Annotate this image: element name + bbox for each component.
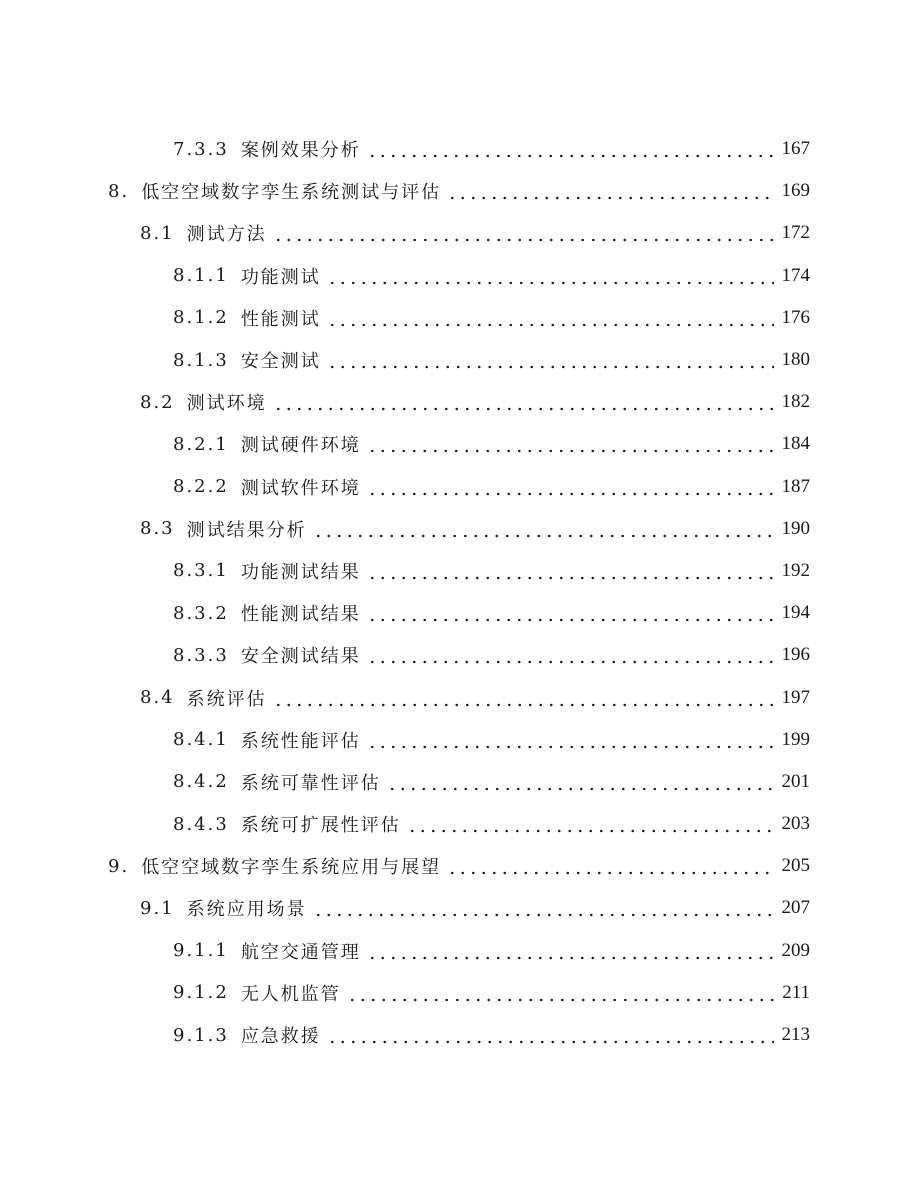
- toc-entry-page-number: 199: [781, 728, 810, 750]
- toc-dot-leader: [367, 941, 774, 961]
- toc-entry-page-number: 180: [781, 349, 810, 371]
- toc-entry-title: 系统可靠性评估: [240, 772, 381, 794]
- toc-entry-number: 8.2.2: [173, 476, 229, 498]
- toc-entry-page-number: 176: [781, 306, 810, 328]
- toc-entry[interactable]: [0, 550, 918, 592]
- toc-entry-number: 8.1: [140, 222, 175, 244]
- table-of-contents: [0, 128, 918, 1056]
- toc-entry-number: 9.1.1: [173, 940, 229, 962]
- toc-dot-leader: [447, 181, 774, 201]
- toc-entry[interactable]: [0, 381, 918, 423]
- toc-dot-leader: [387, 772, 774, 792]
- toc-dot-leader: [367, 139, 774, 159]
- toc-entry[interactable]: [0, 845, 918, 887]
- toc-entry[interactable]: [0, 170, 918, 212]
- toc-entry[interactable]: [0, 634, 918, 676]
- toc-entry-title: 系统应用场景: [186, 899, 307, 921]
- toc-entry-title: 应急救援: [240, 1026, 321, 1048]
- toc-entry-page-number: 169: [781, 180, 810, 202]
- toc-entry-number: 8.3.2: [173, 602, 229, 624]
- toc-dot-leader: [367, 477, 774, 497]
- toc-entry-page-number: 205: [781, 855, 810, 877]
- toc-entry-number: 8.3: [140, 518, 175, 540]
- toc-entry-number: 8.4: [140, 687, 175, 709]
- toc-entry-page-number: 213: [781, 1024, 810, 1046]
- toc-entry-page-number: 174: [781, 264, 810, 286]
- toc-dot-leader: [367, 561, 774, 581]
- toc-entry[interactable]: [0, 466, 918, 508]
- toc-entry-title: 测试软件环境: [240, 477, 361, 499]
- toc-entry-page-number: 190: [781, 517, 810, 539]
- toc-entry-page-number: 203: [781, 813, 810, 835]
- toc-entry-number: 8.1.2: [173, 307, 229, 329]
- toc-entry[interactable]: [0, 719, 918, 761]
- toc-dot-leader: [327, 308, 774, 328]
- toc-dot-leader: [273, 688, 774, 708]
- toc-entry-title: 功能测试: [240, 266, 321, 288]
- toc-entry-title: 测试结果分析: [186, 519, 307, 541]
- toc-entry-number: 7.3.3: [173, 138, 229, 160]
- toc-entry-page-number: 182: [781, 391, 810, 413]
- toc-entry-title: 测试环境: [186, 393, 267, 415]
- toc-entry[interactable]: [0, 339, 918, 381]
- toc-entry-title: 性能测试结果: [240, 604, 361, 626]
- toc-entry[interactable]: [0, 887, 918, 929]
- toc-entry-title: 性能测试: [240, 308, 321, 330]
- toc-entry-page-number: 167: [781, 138, 810, 160]
- toc-entry-page-number: 184: [781, 433, 810, 455]
- toc-entry-title: 系统可扩展性评估: [240, 815, 401, 837]
- toc-entry-number: 8.4.2: [173, 771, 229, 793]
- toc-dot-leader: [367, 730, 774, 750]
- toc-entry-page-number: 201: [781, 770, 810, 792]
- toc-entry-page-number: 194: [781, 602, 810, 624]
- toc-entry-page-number: 187: [781, 475, 810, 497]
- toc-entry-number: 8.2: [140, 391, 175, 413]
- toc-entry-title: 安全测试: [240, 351, 321, 373]
- toc-entry-title: 案例效果分析: [240, 140, 361, 162]
- toc-entry-title: 系统性能评估: [240, 730, 361, 752]
- toc-entry-title: 无人机监管: [240, 983, 341, 1005]
- toc-entry-page-number: 197: [781, 686, 810, 708]
- toc-dot-leader: [367, 603, 774, 623]
- toc-entry-number: 9.1: [140, 897, 175, 919]
- toc-entry-number: 9.1.2: [173, 982, 229, 1004]
- toc-entry-title: 安全测试结果: [240, 646, 361, 668]
- toc-entry-number: 8.1.3: [173, 349, 229, 371]
- toc-dot-leader: [407, 814, 774, 834]
- toc-entry-number: 9.: [108, 855, 130, 877]
- toc-entry-title: 系统评估: [186, 688, 267, 710]
- toc-entry-number: 8.2.1: [173, 433, 229, 455]
- toc-dot-leader: [327, 350, 774, 370]
- toc-entry-page-number: 209: [781, 939, 810, 961]
- toc-entry-page-number: 192: [781, 559, 810, 581]
- toc-entry[interactable]: [0, 297, 918, 339]
- toc-entry[interactable]: [0, 676, 918, 718]
- toc-entry-number: 8.4.1: [173, 729, 229, 751]
- toc-entry-title: 测试硬件环境: [240, 435, 361, 457]
- toc-entry-number: 8.: [108, 180, 130, 202]
- toc-entry-number: 8.3.3: [173, 644, 229, 666]
- toc-dot-leader: [273, 223, 774, 243]
- toc-entry-page-number: 196: [781, 644, 810, 666]
- toc-entry-title: 功能测试结果: [240, 561, 361, 583]
- toc-entry-page-number: 172: [781, 222, 810, 244]
- toc-entry[interactable]: [0, 930, 918, 972]
- toc-entry-title: 测试方法: [186, 224, 267, 246]
- toc-entry[interactable]: [0, 592, 918, 634]
- toc-dot-leader: [313, 898, 774, 918]
- toc-dot-leader: [367, 434, 774, 454]
- toc-entry-title: 航空交通管理: [240, 941, 361, 963]
- toc-entry[interactable]: [0, 972, 918, 1014]
- toc-dot-leader: [327, 1025, 774, 1045]
- toc-dot-leader: [347, 983, 774, 1003]
- toc-entry[interactable]: [0, 1014, 918, 1056]
- toc-entry-page-number: 211: [782, 981, 810, 1003]
- toc-entry-number: 8.3.1: [173, 560, 229, 582]
- toc-entry[interactable]: [0, 255, 918, 297]
- toc-entry[interactable]: [0, 508, 918, 550]
- toc-dot-leader: [447, 856, 774, 876]
- toc-entry[interactable]: [0, 212, 918, 254]
- toc-dot-leader: [367, 645, 774, 665]
- toc-entry-title: 低空空域数字孪生系统测试与评估: [141, 182, 442, 204]
- toc-dot-leader: [313, 519, 774, 539]
- toc-dot-leader: [327, 266, 774, 286]
- toc-entry-number: 9.1.3: [173, 1024, 229, 1046]
- toc-entry-title: 低空空域数字孪生系统应用与展望: [141, 857, 442, 879]
- toc-dot-leader: [273, 392, 774, 412]
- toc-entry[interactable]: [0, 761, 918, 803]
- toc-entry-page-number: 207: [781, 897, 810, 919]
- toc-entry[interactable]: [0, 128, 918, 170]
- toc-entry[interactable]: [0, 423, 918, 465]
- toc-entry[interactable]: [0, 803, 918, 845]
- toc-entry-number: 8.1.1: [173, 265, 229, 287]
- toc-entry-number: 8.4.3: [173, 813, 229, 835]
